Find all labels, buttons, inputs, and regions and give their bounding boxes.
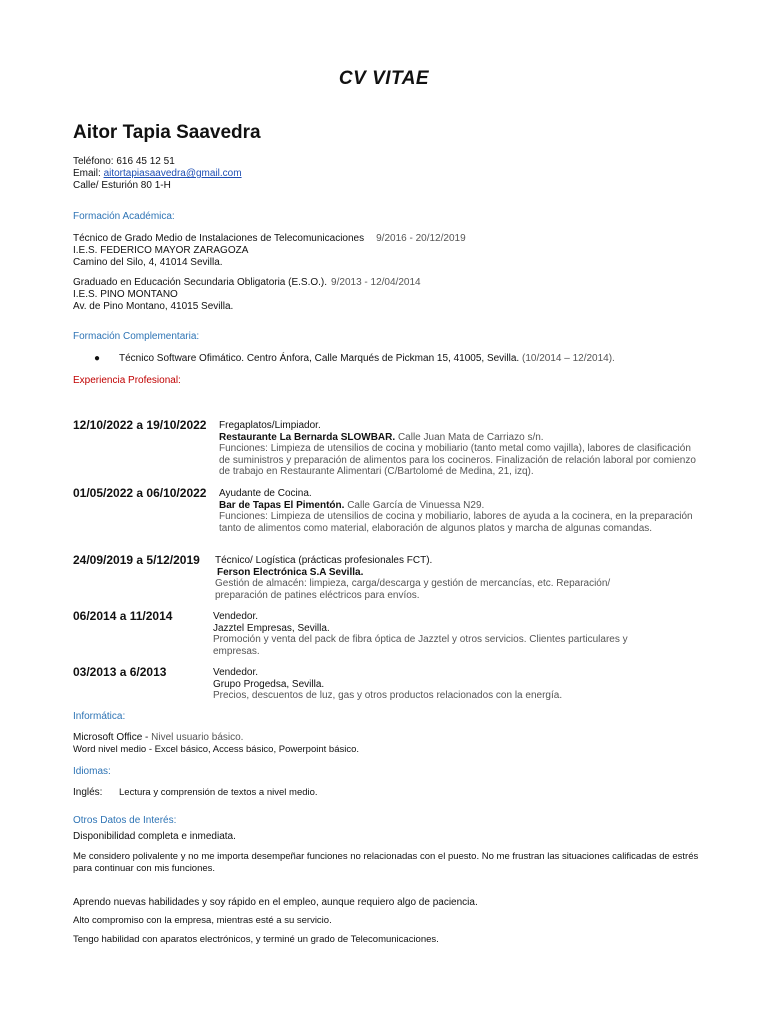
job-description: Funciones: Limpieza de utensilios de cocina y mobiliario (tanto metal como vajilla), labores de clasificación de suministros y preparación de alimentos para los cocineros. Finalización de relación laboral por comienzo de trabajo en Restaurante Alimentari (C/Bartolomé de Medina, 21, izq). [219, 443, 696, 477]
contact-block [73, 156, 242, 192]
email-link[interactable]: aitortapiasaavedra@gmail.com [103, 168, 242, 179]
education-address: Camino del Silo, 4, 41014 Sevilla. [73, 257, 223, 268]
other-item: Aprendo nuevas habilidades y soy rápido en el empleo, aunque requiero algo de paciencia. [73, 897, 478, 908]
job-entry [215, 555, 655, 601]
job-role: Técnico/ Logística (prácticas profesionales FCT). [215, 555, 433, 566]
address-text: Calle/ Esturión 80 1-H [73, 180, 171, 191]
education-dates: 9/2016 - 20/12/2019 [376, 233, 466, 244]
job-role: Vendedor. [213, 667, 259, 678]
education-school: I.E.S. FEDERICO MAYOR ZARAGOZA [73, 245, 249, 256]
course-text: Técnico Software Ofimático. Centro Ánfora, Calle Marqués de Pickman 15, 41005, Sevilla. [119, 353, 520, 364]
job-date: 03/2013 a 6/2013 [73, 665, 167, 679]
course-dates: (10/2014 – 12/2014). [521, 353, 615, 364]
job-date: 24/09/2019 a 5/12/2019 [73, 553, 200, 567]
job-company: Grupo Progedsa, Sevilla. [213, 678, 325, 690]
education-dates: 9/2013 - 12/04/2014 [331, 277, 421, 288]
job-entry [219, 488, 699, 534]
other-item: Me considero polivalente y no me importa desempeñar funciones no relacionadas con el puesto. No me frustran las situaciones calificadas de estrés para continuar con mis funciones. [73, 851, 699, 874]
section-heading-otros: Otros Datos de Interés: [73, 815, 177, 826]
job-description: Promoción y venta del pack de fibra óptica de Jazztel y otros servicios. Clientes particulares y empresas. [213, 634, 628, 657]
job-location: Calle Juan Mata de Carriazo s/n. [397, 431, 544, 443]
job-role: Vendedor. [213, 611, 259, 622]
language-level: Lectura y comprensión de textos a nivel medio. [119, 787, 318, 798]
other-item: Disponibilidad completa e inmediata. [73, 831, 236, 842]
email-label: Email: [73, 168, 104, 179]
job-role: Ayudante de Cocina. [219, 488, 312, 499]
other-item: Alto compromiso con la empresa, mientras esté a su servicio. [73, 915, 332, 926]
section-heading-informatica: Informática: [73, 711, 126, 722]
document-title: CV VITAE [338, 68, 430, 89]
job-company: Jazztel Empresas, Sevilla. [213, 622, 330, 634]
complementary-course [119, 353, 615, 365]
job-company: Ferson Electrónica S.A Sevilla. [217, 566, 364, 578]
phone-text: Teléfono: 616 45 12 51 [73, 156, 175, 167]
education-title: Técnico de Grado Medio de Instalaciones de Telecomunicaciones [73, 233, 365, 244]
job-role: Fregaplatos/Limpiador. [219, 420, 321, 431]
section-heading-experiencia: Experiencia Profesional: [73, 375, 181, 386]
section-heading-complementaria: Formación Complementaria: [73, 331, 200, 342]
email-line [73, 168, 242, 180]
other-item: Tengo habilidad con aparatos electrónicos, y terminé un grado de Telecomunicaciones. [73, 934, 439, 945]
job-company: Bar de Tapas El Pimentón. [219, 499, 345, 511]
informatica-block [73, 732, 359, 756]
job-entry [219, 420, 699, 478]
job-date: 01/05/2022 a 06/10/2022 [73, 486, 207, 500]
job-entry [213, 611, 673, 657]
office-details: Word nivel medio - Excel básico, Access básico, Powerpoint básico. [73, 744, 360, 755]
person-name: Aitor Tapia Saavedra [73, 122, 261, 143]
bullet-icon: ● [94, 353, 101, 364]
job-description: Gestión de almacén: limpieza, carga/descarga y gestión de mercancías, etc. Reparación/ preparación de patines eléctricos para envíos. [215, 578, 611, 601]
education-title: Graduado en Educación Secundaria Obligatoria (E.S.O.). [73, 277, 328, 288]
section-heading-formacion: Formación Académica: [73, 211, 175, 222]
education-school: I.E.S. PINO MONTANO [73, 289, 178, 300]
education-item [73, 233, 466, 269]
job-date: 12/10/2022 a 19/10/2022 [73, 418, 207, 432]
office-label: Microsoft Office - [73, 732, 152, 743]
education-address: Av. de Pino Montano, 41015 Sevilla. [73, 301, 234, 312]
office-level: Nivel usuario básico. [151, 732, 244, 743]
job-entry [213, 667, 673, 702]
job-location: Calle García de Vinuessa N29. [347, 499, 485, 511]
job-description: Precios, descuentos de luz, gas y otros productos relacionados con la energía. [213, 690, 563, 701]
job-date: 06/2014 a 11/2014 [73, 609, 173, 623]
section-heading-idiomas: Idiomas: [73, 766, 111, 777]
job-description: Funciones: Limpieza de utensilios de cocina y mobiliario, labores de ayuda a la cocinera, en la preparación tanto de alimentos como material, elaboración de algunos platos y marcha de algunas comandas. [219, 511, 693, 534]
language-label: Inglés: [73, 787, 103, 798]
education-item [73, 277, 421, 313]
job-company: Restaurante La Bernarda SLOWBAR. [219, 431, 396, 443]
